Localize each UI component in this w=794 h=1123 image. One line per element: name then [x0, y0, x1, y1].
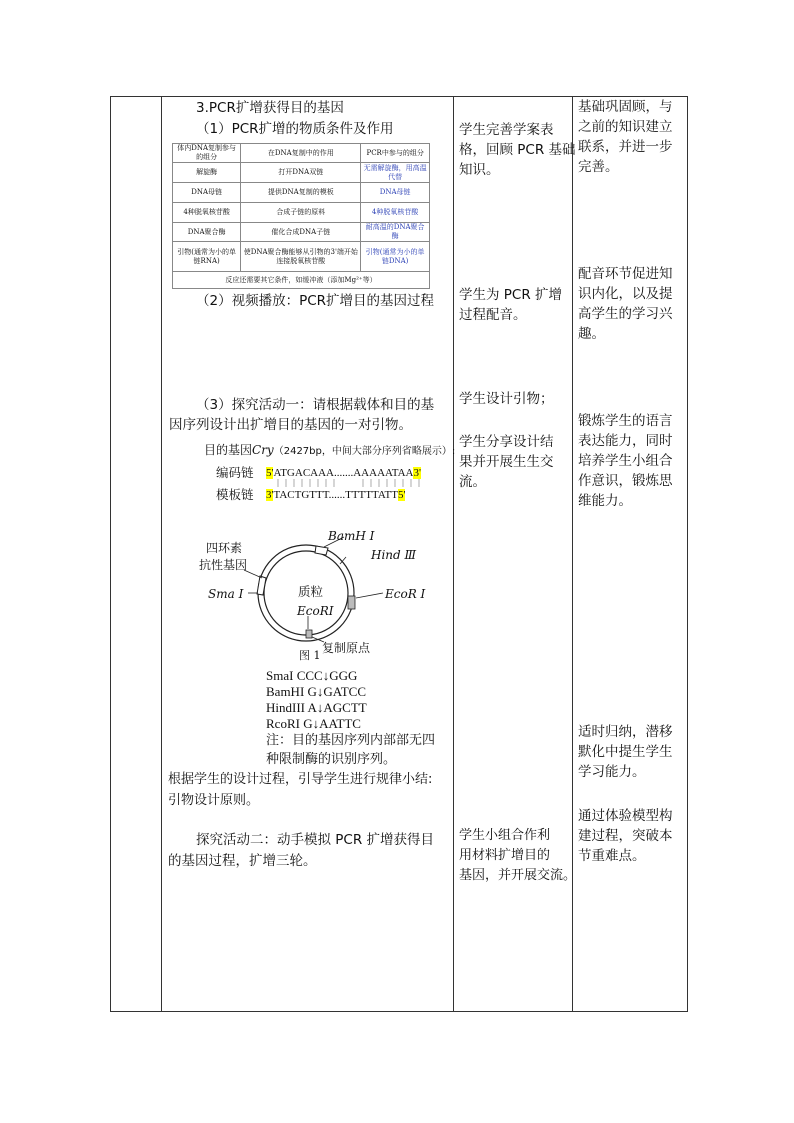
label-tetracycline-2: 抗性基因	[199, 558, 248, 572]
pcr-conditions-table	[172, 143, 430, 289]
subsection-2: （2）视频播放：PCR扩增目的基因过程	[196, 293, 435, 309]
figure-caption: 图 1	[299, 649, 321, 662]
student-text-3: 学生设计引物；	[459, 391, 554, 407]
template-strand-label: 模板链	[216, 487, 254, 502]
label-ecori-right: EcoR Ⅰ	[385, 587, 426, 601]
table-cell: 使DNA聚合酶能够从引物的3'端开始连接脱氧核苷酸	[241, 242, 361, 272]
column-divider-1	[161, 96, 162, 1012]
summary-line1: 根据学生的设计过程，引导学生进行规律小结:	[168, 772, 433, 787]
table-cell: 提供DNA复制的模板	[241, 183, 361, 203]
table-header-cell: 在DNA复制中的作用	[241, 144, 361, 163]
subsection-3-line2: 因序列设计出扩增目的基因的一对引物。	[169, 417, 412, 433]
table-cell: 解旋酶	[173, 163, 241, 183]
subsection-1: （1）PCR扩增的物质条件及作用	[196, 121, 394, 137]
intent-text-2: 配音环节促进知 识内化，以及提 高学生的学习兴 趣。	[578, 266, 673, 342]
table-cell: DNA母链	[173, 183, 241, 203]
note-line2: 种限制酶的识别序列。	[266, 752, 397, 767]
label-smai: Sma Ⅰ	[208, 587, 244, 601]
table-cell: 耐高温的DNA聚合酶	[361, 223, 430, 242]
coding-strand-sequence: 5'ATGACAAA.......AAAAATAA3'	[266, 467, 421, 479]
table-cell: 打开DNA双链	[241, 163, 361, 183]
table-header-cell: PCR中参与的组分	[361, 144, 430, 163]
gene-caption: 目的基因Cry（2427bp，中间大部分序列省略展示）:	[204, 443, 456, 457]
table-cell: 引物(通常为小的单链RNA)	[173, 242, 241, 272]
note-line1: 注：目的基因序列内部部无四	[266, 733, 436, 748]
label-tetracycline-1: 四环素	[206, 541, 243, 555]
activity2-line1: 探究活动二：动手模拟 PCR 扩增获得目	[196, 832, 435, 848]
label-ecori-inner: EcoRI	[297, 604, 334, 618]
template-strand-sequence: 3'TACTGTTT......TTTTTATT5'	[266, 489, 406, 501]
student-text-2: 学生为 PCR 扩增 过程配音。	[459, 287, 563, 323]
table-cell: 4种脱氧核苷酸	[173, 203, 241, 223]
summary-line2: 引物设计原则。	[168, 793, 260, 808]
column-divider-2	[453, 96, 454, 1012]
table-footer: 反应还需要其它条件，如缓冲液（添加Mg²⁺等）	[173, 272, 430, 289]
bamhi-site-block	[315, 546, 328, 555]
intent-text-3: 锻炼学生的语言 表达能力，同时 培养学生小组合 作意识，锻炼思 维能力。	[578, 413, 673, 509]
enzyme-ecori: RcoRI G↓AATTC	[266, 716, 361, 731]
intent-text-4: 适时归纳，潜移 默化中提生学生 学习能力。	[578, 724, 673, 780]
label-hindiii: Hind Ⅲ	[371, 548, 417, 562]
table-cell: 4种脱氧核苷酸	[361, 203, 430, 223]
label-bamhi: BamH Ⅰ	[328, 529, 375, 543]
table-cell: 合成子链的原料	[241, 203, 361, 223]
table-cell: DNA母链	[361, 183, 430, 203]
intent-text-1: 基础巩固顾，与 之前的知识建立 联系，并进一步 完善。	[578, 99, 673, 175]
enzyme-hindiii: HindIII A↓AGCTT	[266, 700, 367, 715]
base-pair-lines	[275, 479, 425, 487]
label-plasmid: 质粒	[298, 584, 324, 599]
enzyme-bamhi: BamHI G↓GATCC	[266, 684, 367, 699]
table-cell: 引物(通常为小的单链DNA)	[361, 242, 430, 272]
label-origin: 复制原点	[322, 641, 371, 655]
table-header-cell: 体内DNA复制参与的组分	[173, 144, 241, 163]
table-cell: DNA聚合酶	[173, 223, 241, 242]
student-text-4: 学生分享设计结 果并开展生生交 流。	[459, 434, 554, 490]
table-cell: 无需解旋酶，用高温代替	[361, 163, 430, 183]
table-cell: 催化合成DNA子链	[241, 223, 361, 242]
ecori-site-block	[348, 596, 355, 609]
origin-block	[306, 630, 312, 638]
tetracycline-gene-block	[257, 576, 266, 595]
subsection-3-line1: （3）探究活动一：请根据载体和目的基	[196, 397, 435, 413]
student-text-1: 学生完善学案表 格，回顾 PCR 基础 知识。	[459, 122, 576, 178]
student-text-5: 学生小组合作利 用材料扩增目的 基因，并开展交流。	[459, 828, 577, 883]
section-title: 3.PCR扩增获得目的基因	[196, 100, 344, 116]
intent-text-5: 通过体验模型构 建过程，突破本 节重难点。	[578, 808, 673, 864]
enzyme-smai: SmaI CCC↓GGG	[266, 668, 358, 683]
activity2-line2: 的基因过程，扩增三轮。	[168, 853, 317, 869]
coding-strand-label: 编码链	[216, 465, 254, 480]
